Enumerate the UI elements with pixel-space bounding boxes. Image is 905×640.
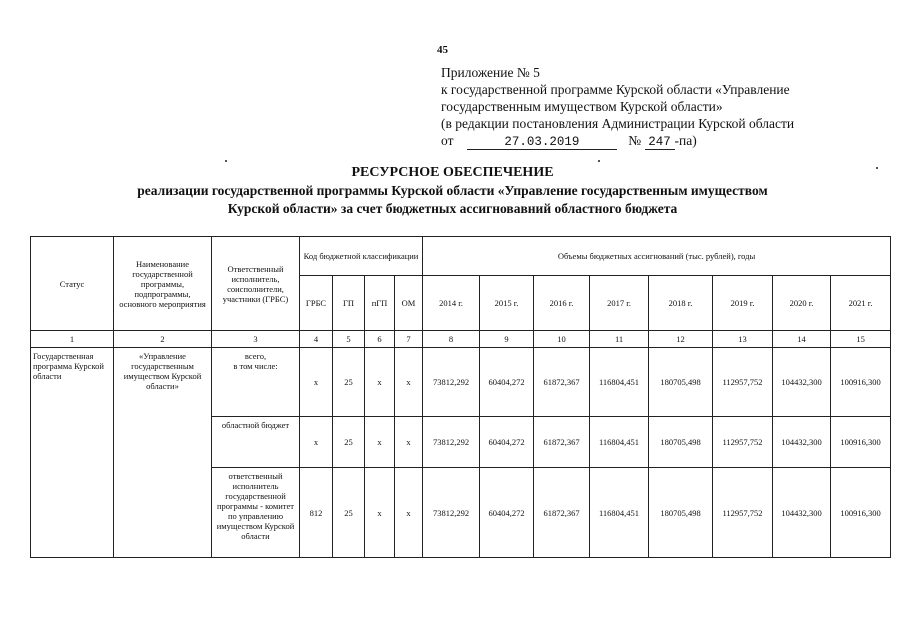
appendix-line-5 <box>441 132 861 150</box>
header-code-om: ОМ <box>395 276 423 331</box>
column-number: 4 <box>300 331 333 348</box>
grbs-cell: 812 <box>300 468 333 558</box>
column-number: 13 <box>713 331 773 348</box>
column-number: 11 <box>590 331 649 348</box>
header-code-pgp: пГП <box>365 276 395 331</box>
scan-speck <box>225 160 227 162</box>
header-status: Статус <box>31 237 114 331</box>
document-subtitle-1: реализации государственной программы Курской области «Управление государственным имуществом <box>137 183 768 198</box>
header-code-grbs: ГРБС <box>300 276 333 331</box>
header-year: 2020 г. <box>773 276 831 331</box>
value-cell: 60404,272 <box>480 348 534 417</box>
scan-speck <box>876 167 878 169</box>
resolution-number: 247 <box>645 135 675 150</box>
value-cell: 180705,498 <box>649 417 713 468</box>
from-label: от <box>441 133 454 148</box>
header-year: 2015 г. <box>480 276 534 331</box>
appendix-header <box>441 64 861 150</box>
column-number: 2 <box>114 331 212 348</box>
header-year: 2016 г. <box>534 276 590 331</box>
header-executor: Ответственный исполнитель, соисполнители, участники (ГРБС) <box>212 237 300 331</box>
number-label: № <box>628 133 642 148</box>
gp-cell: 25 <box>333 348 365 417</box>
number-suffix: -па) <box>674 133 697 148</box>
program-name-cell: «Управление государственным имуществом Курской области» <box>114 348 212 558</box>
value-cell: 104432,300 <box>773 417 831 468</box>
column-number: 6 <box>365 331 395 348</box>
header-budget-code: Код бюджетной классификации <box>300 237 423 276</box>
resolution-date: 27.03.2019 <box>467 135 617 150</box>
value-cell: 112957,752 <box>713 417 773 468</box>
value-cell: 112957,752 <box>713 348 773 417</box>
pgp-cell: x <box>365 468 395 558</box>
value-cell: 73812,292 <box>423 348 480 417</box>
value-cell: 116804,451 <box>590 348 649 417</box>
value-cell: 61872,367 <box>534 468 590 558</box>
column-number: 12 <box>649 331 713 348</box>
header-year: 2017 г. <box>590 276 649 331</box>
value-cell: 104432,300 <box>773 468 831 558</box>
gp-cell: 25 <box>333 417 365 468</box>
value-cell: 73812,292 <box>423 468 480 558</box>
grbs-cell: x <box>300 417 333 468</box>
table-row <box>31 348 891 417</box>
header-code-gp: ГП <box>333 276 365 331</box>
value-cell: 180705,498 <box>649 348 713 417</box>
appendix-line-4: (в редакции постановления Администрации Курской области <box>441 116 795 131</box>
value-cell: 104432,300 <box>773 348 831 417</box>
executor-cell: областной бюджет <box>212 417 300 468</box>
value-cell: 73812,292 <box>423 417 480 468</box>
column-number: 9 <box>480 331 534 348</box>
page-number: 45 <box>437 44 448 56</box>
value-cell: 112957,752 <box>713 468 773 558</box>
status-cell: Государственная программа Курской области <box>31 348 114 558</box>
scan-speck <box>598 160 600 162</box>
column-number: 5 <box>333 331 365 348</box>
om-cell: x <box>395 348 423 417</box>
column-number: 3 <box>212 331 300 348</box>
value-cell: 100916,300 <box>831 468 891 558</box>
value-cell: 116804,451 <box>590 468 649 558</box>
header-year: 2014 г. <box>423 276 480 331</box>
appendix-line-3: государственным имуществом Курской области» <box>441 99 723 114</box>
value-cell: 180705,498 <box>649 468 713 558</box>
value-cell: 116804,451 <box>590 417 649 468</box>
value-cell: 61872,367 <box>534 348 590 417</box>
column-number: 7 <box>395 331 423 348</box>
column-number: 1 <box>31 331 114 348</box>
column-number: 10 <box>534 331 590 348</box>
appendix-line-1: Приложение № 5 <box>441 65 540 80</box>
executor-cell: ответственный исполнитель государственной программы - комитет по управлению имуществом Курской области <box>212 468 300 558</box>
header-year: 2021 г. <box>831 276 891 331</box>
header-program-name: Наименование государственной программы, подпрограммы, основного мероприятия <box>114 237 212 331</box>
gp-cell: 25 <box>333 468 365 558</box>
value-cell: 60404,272 <box>480 417 534 468</box>
resource-table <box>30 236 891 558</box>
document-subtitle-2: Курской области» за счет бюджетных ассигновавний областного бюджета <box>227 201 678 216</box>
om-cell: x <box>395 468 423 558</box>
column-number: 15 <box>831 331 891 348</box>
column-number: 14 <box>773 331 831 348</box>
appendix-line-2: к государственной программе Курской области «Управление <box>441 82 790 97</box>
pgp-cell: x <box>365 348 395 417</box>
value-cell: 61872,367 <box>534 417 590 468</box>
pgp-cell: x <box>365 417 395 468</box>
column-number: 8 <box>423 331 480 348</box>
header-year: 2019 г. <box>713 276 773 331</box>
om-cell: x <box>395 417 423 468</box>
document-title: РЕСУРСНОЕ ОБЕСПЕЧЕНИЕ <box>351 165 554 180</box>
value-cell: 60404,272 <box>480 468 534 558</box>
value-cell: 100916,300 <box>831 417 891 468</box>
header-volumes: Объемы бюджетных ассигнований (тыс. рублей), годы <box>423 237 891 276</box>
header-year: 2018 г. <box>649 276 713 331</box>
value-cell: 100916,300 <box>831 348 891 417</box>
grbs-cell: x <box>300 348 333 417</box>
executor-cell: всего, в том числе: <box>212 348 300 417</box>
